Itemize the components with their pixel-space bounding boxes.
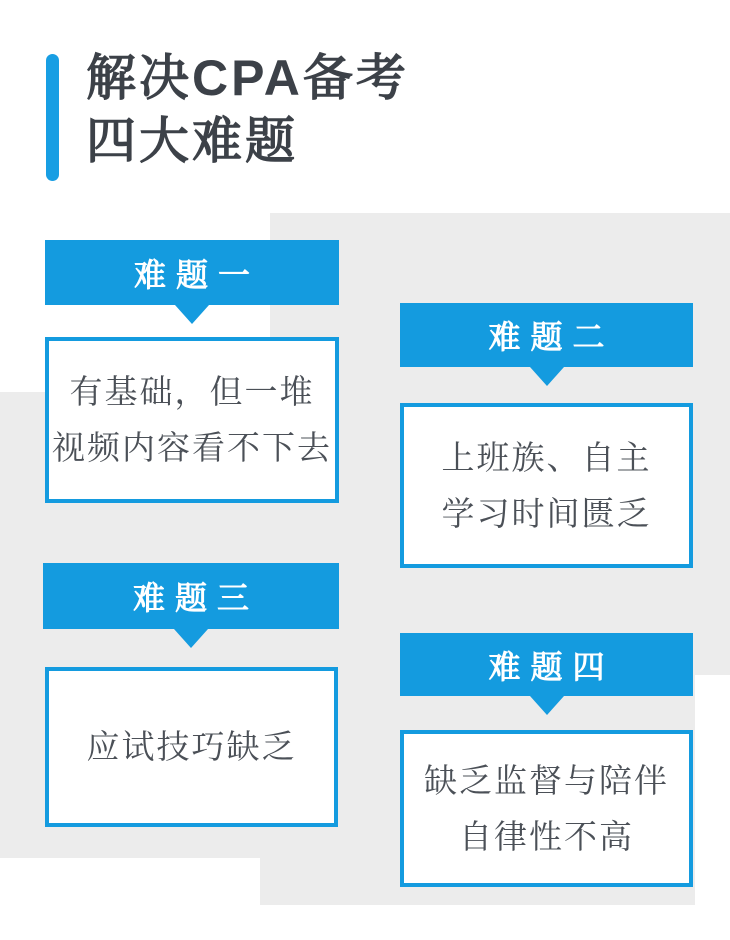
problem-2-card [400, 403, 693, 568]
pointer-down-triangle [530, 696, 564, 715]
problem-4-tag [400, 633, 693, 696]
problem-1-tag-label: 难题一 [133, 256, 260, 293]
problem-2-tag [400, 303, 693, 367]
page-title-line1: 解决CPA备考 [86, 50, 409, 106]
title-accent-bar [46, 54, 59, 181]
problem-1-card [45, 337, 339, 503]
problem-3-tag [43, 563, 339, 629]
problem-2-tag-label: 难题二 [488, 319, 615, 355]
problem-1-text-line1: 有基础，但一堆 [69, 373, 315, 410]
problem-2-text-line1: 上班族、自主 [441, 438, 652, 476]
problem-3-tag-label: 难题三 [132, 580, 259, 616]
problem-2-text-line2: 学习时间匮乏 [441, 494, 652, 532]
pointer-down-triangle [530, 367, 564, 386]
problem-3-text-line1: 应试技巧缺乏 [86, 728, 297, 765]
problem-3-card [45, 667, 338, 827]
problem-1-tag [45, 240, 339, 305]
problem-4-tag-label: 难题四 [488, 648, 615, 685]
pointer-down-triangle [174, 629, 208, 648]
problem-4-text-line2: 自律性不高 [459, 817, 634, 855]
page-title-line2: 四大难题 [86, 113, 298, 169]
page-title [86, 47, 409, 173]
problem-4-text-line1: 缺乏监督与陪伴 [424, 761, 669, 799]
problem-4-card [400, 730, 693, 887]
pointer-down-triangle [175, 305, 209, 324]
problem-1-text-line2: 视频内容看不下去 [52, 429, 332, 466]
